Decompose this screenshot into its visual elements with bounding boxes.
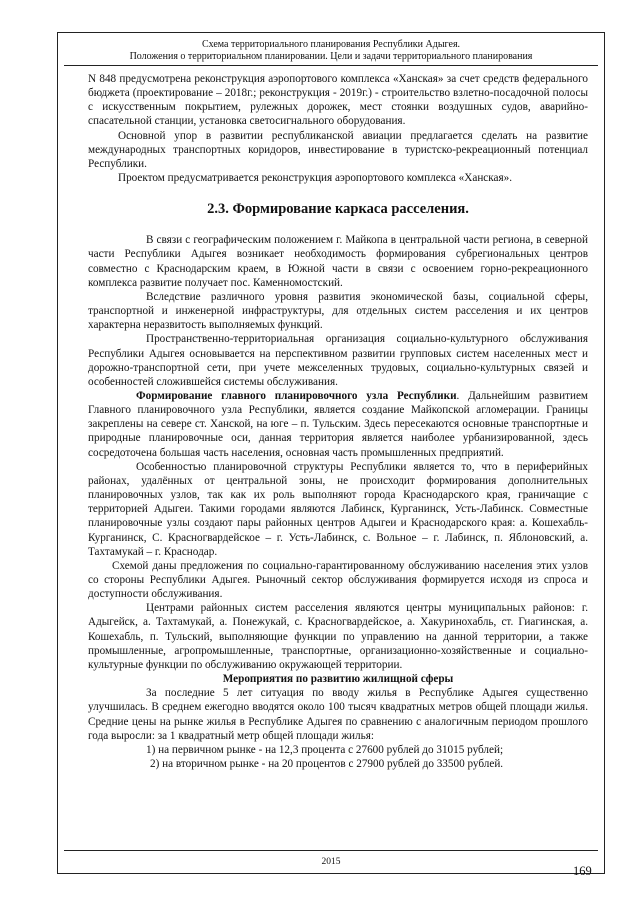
paragraph: Центрами районных систем расселения являются центры муниципальных районов: г. Адыгейск, а. Тахтамукай, а. Понежукай, с. Красногвардейское, а. Хакуринохабль, ст. Гиагинская, а. Кошехабль, п. Тульский, выполняющие функции по управлению на данной территории, а также промышленные, агропромышленные, транспортные, организационно-хозяйственные и социально-культурные функции по обслуживанию окружающей территории.	[88, 602, 588, 671]
running-header	[58, 39, 604, 63]
paragraph: Особенностью планировочной структуры Республики является то, что в периферийных районах, удалённых от центральной зоны, не происходит формирования дополнительных планировочных узлов, так как их роль выполняют города Краснодарского края, граничащие с территорией Адыгеи. Такими городами являются Лабинск, Курганинск, Усть-Лабинск. Совместные планировочные узлы создают пары районных центров Адыгеи и Краснодарского края: а. Кошехабль- Курганинск, С. Красногвардейское – г. Усть-Лабинск, с. Вольное – г. Лабинск, п. Яблоновский, а. Тахтамукай – г. Краснодар.	[88, 460, 588, 558]
section-heading: 2.3. Формирование каркаса расселения.	[207, 201, 469, 218]
paragraph: Вследствие различного уровня развития экономической базы, социальной сферы, транспортной и инженерной инфраструктуры, для отдельных систем расселения и их центров характерна неразвитость выполняемых функций.	[88, 290, 588, 332]
header-subtitle: Положения о территориальном планировании. Цели и задачи территориального планирования	[129, 51, 533, 62]
page-body	[88, 72, 588, 771]
footer-divider	[64, 850, 598, 851]
page-frame	[57, 32, 605, 874]
list-item: 2) на вторичном рынке - на 20 процентов с 27900 рублей до 33500 рублей.	[150, 758, 504, 771]
page-number: 169	[573, 864, 592, 878]
paragraph	[88, 389, 588, 460]
footer-year: 2015	[321, 857, 341, 867]
paragraph: Схемой даны предложения по социально-гарантированному обслуживанию населения этих узлов со стороны Республики Адыгея. Рыночный сектор обслуживания формируется исходя из спроса и доступности обслуживания.	[88, 559, 588, 601]
paragraph: Основной упор в развитии республиканской авиации предлагается сделать на развитие международных транспортных коридоров, инвестирование в туристско-рекреационный потенциал Республики.	[88, 129, 588, 170]
paragraph-text: . Дальнейшим развитием Главного планировочного узла Республики, является создание Майкопской агломерации. Границы закреплены на севере ст. Ханской, на юге – п. Тульским. Здесь пересекаются основные транспортные и природные планировочные оси, данная территория является наиболее урбанизированной, здесь сосредоточена большая часть населения, основная часть промышленных предприятий.	[88, 389, 588, 459]
paragraph: Проектом предусматривается реконструкция аэропортового комплекса «Ханская».	[118, 172, 513, 185]
paragraph: Пространственно-территориальная организация социально-культурного обслуживания Республики Адыгея основывается на перспективном развитии групповых систем населенных мест и дорожно-транспортной сети, при учете межселенных трудовых, социально-культурных связей и особенностей сложившейся системы обслуживания.	[88, 333, 588, 388]
paragraph: N 848 предусмотрена реконструкция аэропортового комплекса «Ханская» за счет средств федерального бюджета (проектирование – 2018г.; реконструкция - 2019г.) - строительство взлетно-посадочной полосы с искусственным покрытием, рулежных дорожек, мест стоянки воздушных судов, аварийно-спасательной станции, установка светосигнального оборудования.	[88, 73, 588, 128]
paragraph: В связи с географическим положением г. Майкопа в центральной части региона, в северной части Республики Адыгея возникает необходимость формирования субрегиональных центров совместно с Краснодарским краем, в Южной части в связи с освоением горно-рекреационного комплекса развитие получает пос. Каменномостский.	[88, 234, 588, 289]
paragraph: За последние 5 лет ситуация по вводу жилья в Республике Адыгея существенно улучшилась. В среднем ежегодно вводятся около 100 тысяч квадратных метров общей площади жилья. Средние цены на рынке жилья в Республике Адыгея по сравнению с аналогичным периодом прошлого года выросли: за 1 квадратный метр общей площади жилья:	[88, 687, 588, 742]
header-title: Схема территориального планирования Республики Адыгея.	[201, 39, 461, 50]
subsection-heading: Мероприятия по развитию жилищной сферы	[222, 673, 454, 686]
list-item: 1) на первичном рынке - на 12,3 процента с 27600 рублей до 31015 рублей;	[146, 743, 504, 756]
header-divider	[64, 65, 598, 66]
bold-lead-in: Формирование главного планировочного узла Республики	[136, 389, 457, 402]
